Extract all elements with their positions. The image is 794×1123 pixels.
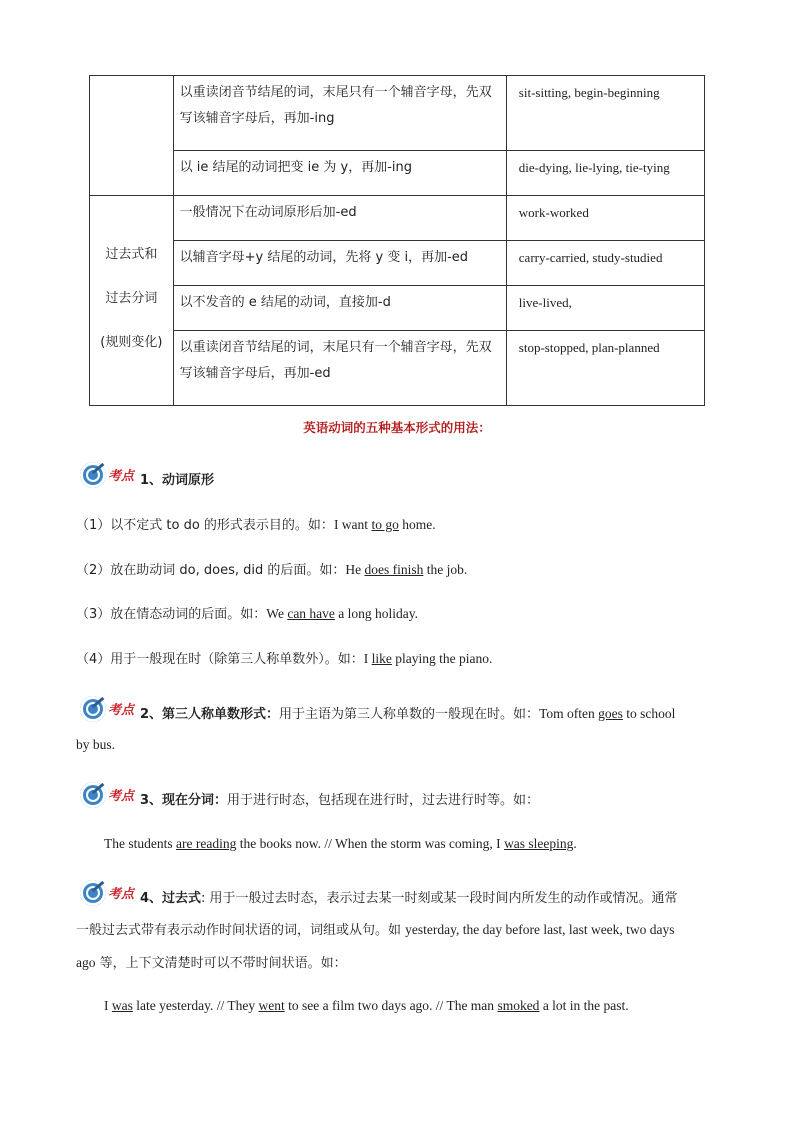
- section-text-cont: [76, 731, 722, 760]
- item-number: （2）: [76, 563, 111, 578]
- example-text: by bus.: [76, 737, 116, 752]
- item-text: 放在情态动词的后面。如：: [110, 607, 267, 622]
- underlined-example: smoked: [497, 998, 540, 1013]
- example-text: the books now. // When the storm was coming, I: [236, 836, 505, 851]
- section-text: 等，上下文清楚时可以不带时间状语。如：: [95, 956, 347, 971]
- rule-cell: 一般情况下在动词原形后加-ed: [173, 196, 506, 241]
- kaodian-badge: [76, 696, 140, 722]
- item-number: （1）: [76, 518, 111, 533]
- example-cell: live-lived,: [506, 286, 704, 331]
- item-number: （4）: [76, 652, 111, 667]
- kaodian-badge: [76, 462, 140, 488]
- example-line: [104, 992, 724, 1021]
- category-line: 过去式和: [105, 246, 158, 262]
- kaodian-badge: [76, 782, 140, 808]
- example-cell: carry-carried, study-studied: [506, 241, 704, 286]
- underlined-example: are reading: [176, 836, 237, 851]
- kaodian-label: 考点: [108, 789, 135, 804]
- item-number: （3）: [76, 607, 111, 622]
- example-text: The students: [104, 836, 176, 851]
- example-text: We: [266, 606, 288, 621]
- example-text: I want: [333, 517, 372, 532]
- table-row: [90, 241, 705, 286]
- underlined-example: was sleeping: [504, 836, 574, 851]
- kaodian-1-title: [76, 462, 722, 495]
- table-row: [90, 151, 705, 196]
- underlined-example: like: [371, 651, 392, 666]
- section-title: 1、动词原形: [140, 473, 215, 488]
- example-text: a long holiday.: [334, 606, 419, 621]
- example-text: Tom often: [539, 706, 599, 721]
- kaodian-4: [76, 880, 726, 913]
- kaodian-label: 考点: [108, 469, 135, 484]
- section-text: 一般过去式带有表示动作时间状语的词，词组或从句。如: [76, 923, 406, 938]
- table-row: [90, 331, 705, 406]
- underlined-example: was: [111, 998, 133, 1013]
- kaodian-3: [76, 782, 722, 815]
- example-cell: sit-sitting, begin-beginning: [506, 76, 704, 151]
- example-text: yesterday, the day before last, last week, two days: [405, 922, 675, 937]
- example-text: late yesterday. // They: [132, 998, 259, 1013]
- verb-forms-table: [89, 75, 705, 406]
- section-title: 3、现在分词：: [140, 793, 228, 808]
- example-cell: die-dying, lie-lying, tie-tying: [506, 151, 704, 196]
- category-cell-empty: [90, 76, 174, 196]
- example-text: .: [573, 836, 577, 851]
- kaodian-label: 考点: [108, 703, 135, 718]
- item-text: 用于一般现在时（除第三人称单数外）。如：: [110, 652, 364, 667]
- rule-cell: 以不发音的 e 结尾的动词，直接加-d: [173, 286, 506, 331]
- table-row: [90, 76, 705, 151]
- category-line: 过去分词: [105, 290, 158, 306]
- section-text-cont: [76, 949, 726, 978]
- table-row: [90, 286, 705, 331]
- example-text: to school: [622, 706, 676, 721]
- list-item: [76, 511, 722, 540]
- example-text: I: [363, 651, 372, 666]
- list-item: [76, 600, 722, 629]
- section-text-cont: [76, 916, 726, 945]
- category-cell: [90, 196, 174, 406]
- rule-cell: 以辅音字母+y 结尾的动词，先将 y 变 i，再加-ed: [173, 241, 506, 286]
- underlined-example: can have: [287, 606, 335, 621]
- rule-cell: 以 ie 结尾的动词把变 ie 为 y，再加-ing: [173, 151, 506, 196]
- underlined-example: to go: [371, 517, 399, 532]
- example-text: playing the piano.: [391, 651, 493, 666]
- example-cell: work-worked: [506, 196, 704, 241]
- kaodian-label: 考点: [108, 887, 135, 902]
- example-line: [104, 830, 724, 859]
- section-text: : 用于一般过去时态，表示过去某一时刻或某一段时间内所发生的动作或情况。通常: [201, 891, 678, 906]
- section-heading: 英语动词的五种基本形式的用法：: [303, 420, 491, 435]
- example-cell: stop-stopped, plan-planned: [506, 331, 704, 406]
- item-text: 放在助动词 do, does, did 的后面。如：: [110, 563, 346, 578]
- example-text: home.: [398, 517, 436, 532]
- rule-cell: 以重读闭音节结尾的词，末尾只有一个辅音字母，先双写该辅音字母后，再加-ing: [173, 76, 506, 151]
- underlined-example: goes: [598, 706, 623, 721]
- rule-cell: 以重读闭音节结尾的词，末尾只有一个辅音字母，先双写该辅音字母后，再加-ed: [173, 331, 506, 406]
- list-item: [76, 556, 722, 585]
- section-title: 4、过去式: [140, 891, 202, 906]
- example-text: the job.: [423, 562, 468, 577]
- kaodian-2: [76, 696, 722, 729]
- underlined-example: does finish: [364, 562, 424, 577]
- section-title: 2、第三人称单数形式：: [140, 707, 280, 722]
- kaodian-badge: [76, 880, 140, 906]
- example-text: a lot in the past.: [539, 998, 629, 1013]
- item-text: 以不定式 to do 的形式表示目的。如：: [110, 518, 334, 533]
- table-row: [90, 196, 705, 241]
- example-text: He: [345, 562, 365, 577]
- underlined-example: went: [258, 998, 285, 1013]
- section-text: 用于进行时态，包括现在进行时，过去进行时等。如：: [227, 793, 540, 808]
- section-text: 用于主语为第三人称单数的一般现在时。如：: [279, 707, 540, 722]
- list-item: [76, 645, 722, 674]
- example-text: I: [104, 998, 112, 1013]
- example-text: to see a film two days ago. // The man: [284, 998, 498, 1013]
- example-text: ago: [76, 955, 96, 970]
- category-line: (规则变化): [100, 334, 163, 350]
